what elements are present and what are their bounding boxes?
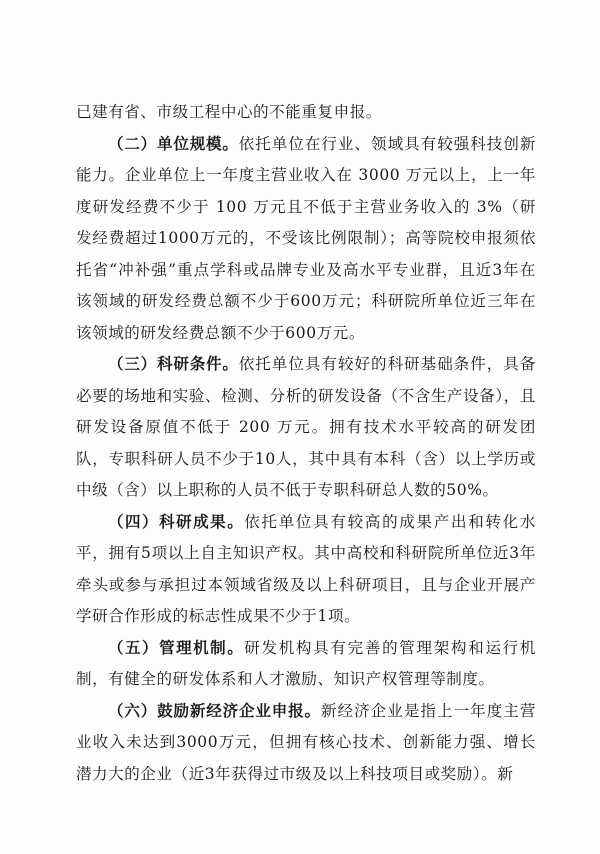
paragraph-heading: （二）单位规模。 [108, 134, 239, 153]
paragraph-research-conditions [76, 349, 536, 507]
paragraph-text: 依托单位具有较高的成果产出和转化水平，拥有5项以上自主知识产权。其中高校和科研院所单位近3年牵头或参与承担过本领域省级及以上科研项目，且与企业开展产学研合作形成的标志性成果不少于1项。 [76, 512, 536, 625]
paragraph-heading: （三）科研条件。 [108, 355, 239, 373]
paragraph-text: 新经济企业是指上一年度主营业收入未达到3000万元，但拥有核心技术、创新能力强、增长潜力大的企业（近3年获得过市级及以上科技项目或奖励）。新 [76, 701, 536, 783]
paragraph-management [76, 633, 536, 696]
paragraph-unit-scale [76, 129, 536, 350]
paragraph-text: 依托单位具有较好的科研基础条件，具备必要的场地和实验、检测、分析的研发设备（不含生产设备），且研发设备原值不低于 200 万元。拥有技术水平较高的研发团队，专职科研人员不少于10人，其中具有本科（含）以上学历或中级（含）以上职称的人员不低于专职科研总人数的50%。 [76, 355, 536, 499]
paragraph-new-economy [76, 696, 536, 791]
document-body [76, 97, 536, 790]
paragraph-intro [76, 97, 536, 129]
paragraph-text: 依托单位在行业、领域具有较强科技创新能力。企业单位上一年度主营业收入在 3000 万元以上，上一年度研发经费不少于 100 万元且不低于主营业务收入的 3%（研发经费超过1000万元的，不受该比例限制）；高等院校申报须依托省“冲补强”重点学科或品牌专业及高水平专业群，且近3年在该领域的研发经费总额不少于600万元；科研院所单位近三年在该领域的研发经费总额不少于600万元。 [76, 134, 536, 342]
paragraph-heading: （五）管理机制。 [108, 638, 245, 657]
paragraph-heading: （四）科研成果。 [108, 512, 245, 531]
paragraph-heading: （六）鼓励新经济企业申报。 [108, 701, 321, 720]
paragraph-text: 研发机构具有完善的管理架构和运行机制，有健全的研发体系和人才激励、知识产权管理等制度。 [76, 638, 536, 688]
paragraph-text: 已建有省、市级工程中心的不能重复申报。 [76, 103, 382, 121]
paragraph-research-results [76, 507, 536, 633]
